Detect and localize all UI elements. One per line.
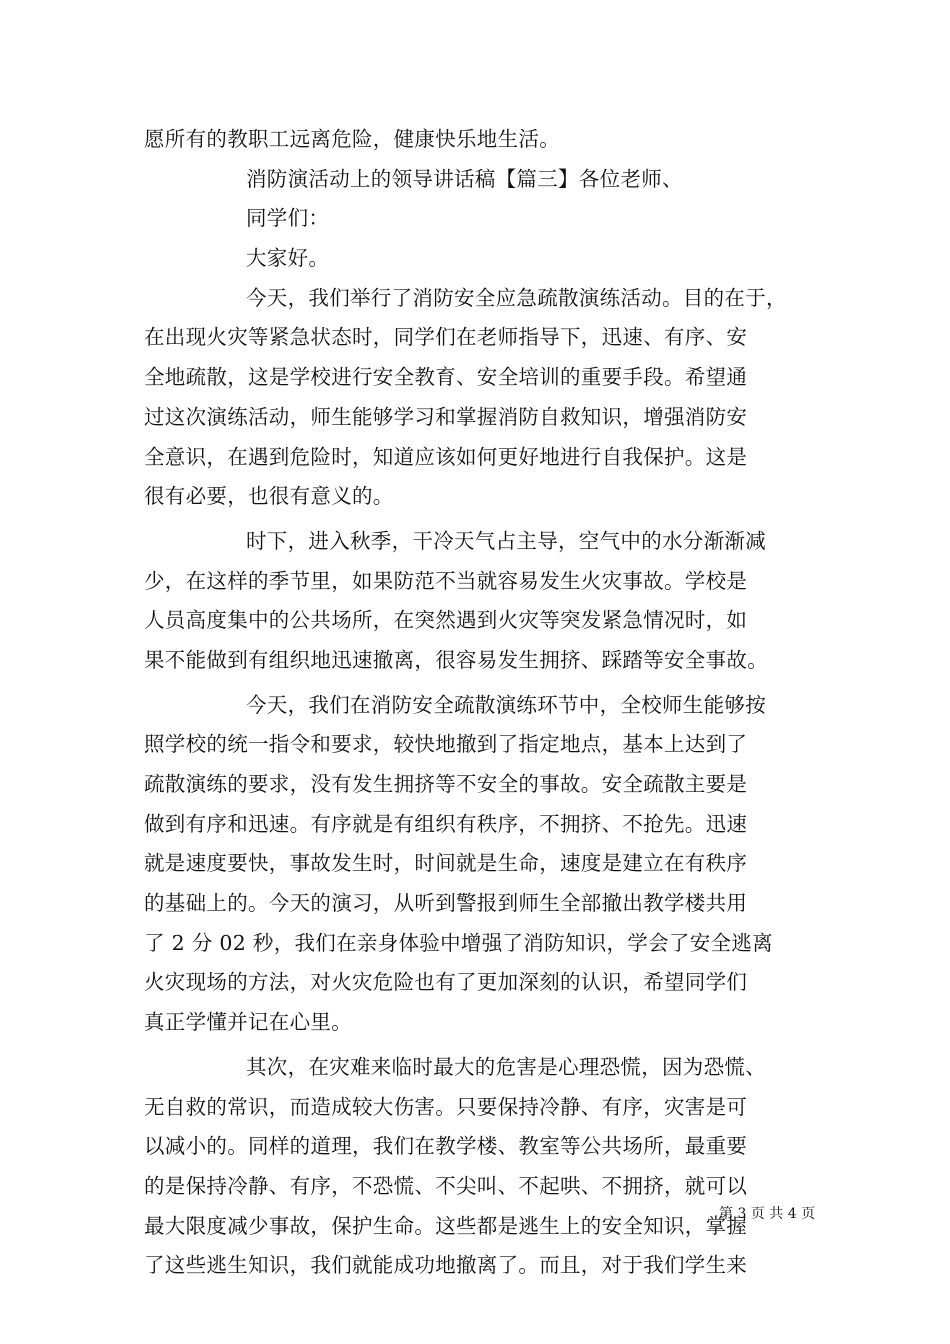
paragraph-start: 今天，我们举行了消防安全应急疏散演练活动。目的在于， (246, 285, 787, 310)
text-line: 以减小的。同样的道理，我们在教学楼、教室等公共场所，最重要 (144, 1134, 748, 1159)
text-line: 做到有序和迅速。有序就是有组织有秩序，不拥挤、不抢先。迅速 (144, 811, 748, 836)
paragraph-start: 其次，在灾难来临时最大的危害是心理恐慌，因为恐慌、 (246, 1054, 766, 1079)
text-line: 了 2 分 02 秒，我们在亲身体验中增强了消防知识，学会了安全逃离 (144, 930, 773, 955)
text-line: 真正学懂并记在心里。 (144, 1010, 352, 1035)
text-line: 最大限度减少事故，保护生命。这些都是逃生上的安全知识，掌握 (144, 1213, 748, 1238)
paragraph-start: 今天，我们在消防安全疏散演练环节中，全校师生能够按 (246, 692, 766, 717)
greeting: 大家好。 (246, 246, 330, 271)
text-line: 同学们： (246, 206, 330, 231)
text-line: 愿所有的教职工远离危险，健康快乐地生活。 (144, 127, 560, 151)
text-line: 很有必要，也很有意义的。 (144, 484, 394, 509)
text-line: 在出现火灾等紧急状态时，同学们在老师指导下，迅速、有序、安 (144, 325, 748, 350)
text-line: 照学校的统一指令和要求，较快地撤到了指定地点，基本上达到了 (144, 732, 748, 757)
text-line: 全意识，在遇到危险时，知道应该如何更好地进行自我保护。这是 (144, 444, 748, 469)
page-number: 第 3 页 共 4 页 (719, 1206, 816, 1222)
text-line: 人员高度集中的公共场所，在突然遇到火灾等突发紧急情况时，如 (144, 608, 748, 633)
text-line: 就是速度要快，事故发生时，时间就是生命，速度是建立在有秩序 (144, 851, 748, 876)
text-line: 无自救的常识，而造成较大伤害。只要保持冷静、有序，灾害是可 (144, 1094, 748, 1119)
speech-title: 消防演活动上的领导讲话稿【篇三】各位老师、 (246, 166, 683, 191)
text-line: 的是保持冷静、有序，不恐慌、不尖叫、不起哄、不拥挤，就可以 (144, 1173, 748, 1198)
text-line: 疏散演练的要求，没有发生拥挤等不安全的事故。安全疏散主要是 (144, 772, 748, 796)
text-line: 过这次演练活动，师生能够学习和掌握消防自救知识，增强消防安 (144, 404, 748, 429)
body-text (144, 120, 824, 1286)
text-line: 全地疏散，这是学校进行安全教育、安全培训的重要手段。希望通 (144, 365, 748, 390)
text-line: 火灾现场的方法，对火灾危险也有了更加深刻的认识，希望同学们 (144, 970, 748, 995)
paragraph-start: 时下，进入秋季，干冷天气占主导，空气中的水分渐渐减 (246, 528, 766, 553)
text-line: 了这些逃生知识，我们就能成功地撤离了。而且，对于我们学生来 (144, 1253, 748, 1278)
text-line: 少，在这样的季节里，如果防范不当就容易发生火灾事故。学校是 (144, 568, 748, 593)
text-line: 的基础上的。今天的演习，从听到警报到师生全部撤出教学楼共用 (144, 891, 748, 916)
text-line: 果不能做到有组织地迅速撤离，很容易发生拥挤、踩踏等安全事故。 (144, 647, 768, 672)
